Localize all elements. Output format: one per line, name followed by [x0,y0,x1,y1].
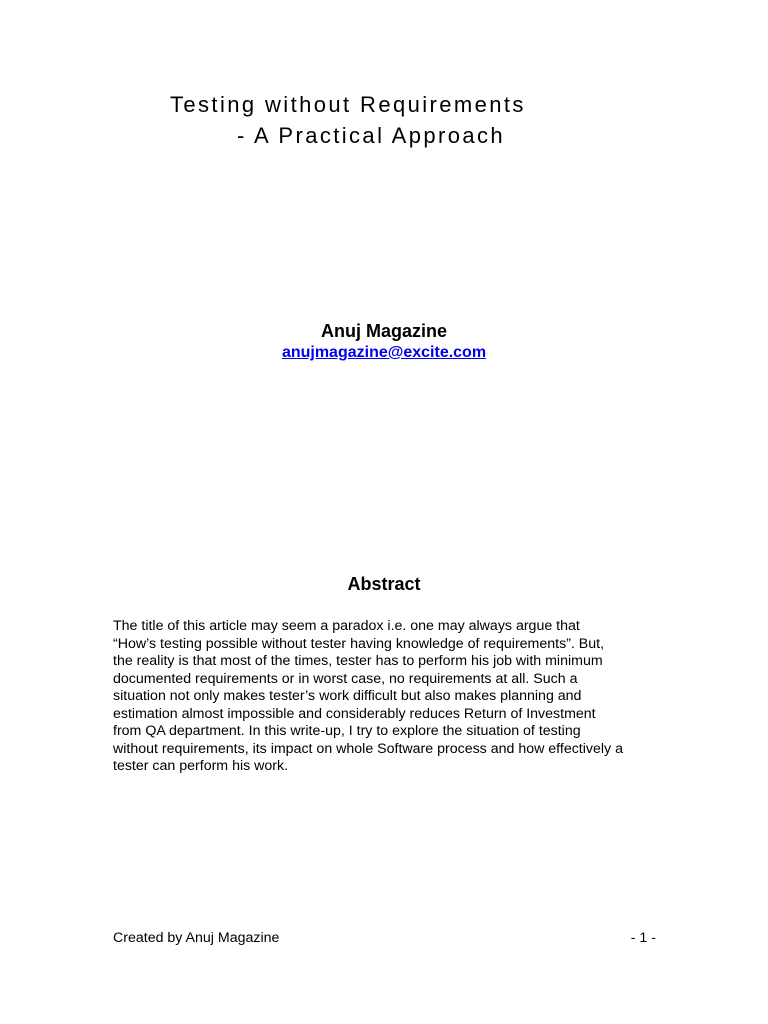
document-title-line-2: - A Practical Approach [237,123,506,148]
abstract-line: The title of this article may seem a paradox i.e. one may always argue that [113,618,580,634]
abstract-line: estimation almost impossible and considerably reduces Return of Investment [113,705,596,722]
footer-credit: Created by Anuj Magazine [113,930,280,946]
document-title-line-1: Testing without Requirements [170,92,526,117]
author-email-link[interactable]: anujmagazine@excite.com [281,344,487,361]
abstract-heading: Abstract [347,574,421,594]
abstract-line: documented requirements or in worst case, no requirements at all. Such a [113,670,578,687]
abstract-line: from QA department. In this write-up, I try to explore the situation of testing [113,723,581,739]
page-number: - 1 - [630,930,656,946]
abstract-line: “How’s testing possible without tester having knowledge of requirements”. But, [113,635,605,652]
author-email [0,344,768,362]
author-name: Anuj Magazine [320,321,447,341]
abstract-line: the reality is that most of the times, tester has to perform his job with minimum [113,653,603,669]
abstract-line: without requirements, its impact on whole Software process and how effectively a [113,740,623,757]
abstract-body [113,618,668,776]
abstract-line: situation not only makes tester’s work difficult but also makes planning and [113,688,582,704]
page-footer [113,930,656,946]
abstract-line: tester can perform his work. [113,758,289,774]
